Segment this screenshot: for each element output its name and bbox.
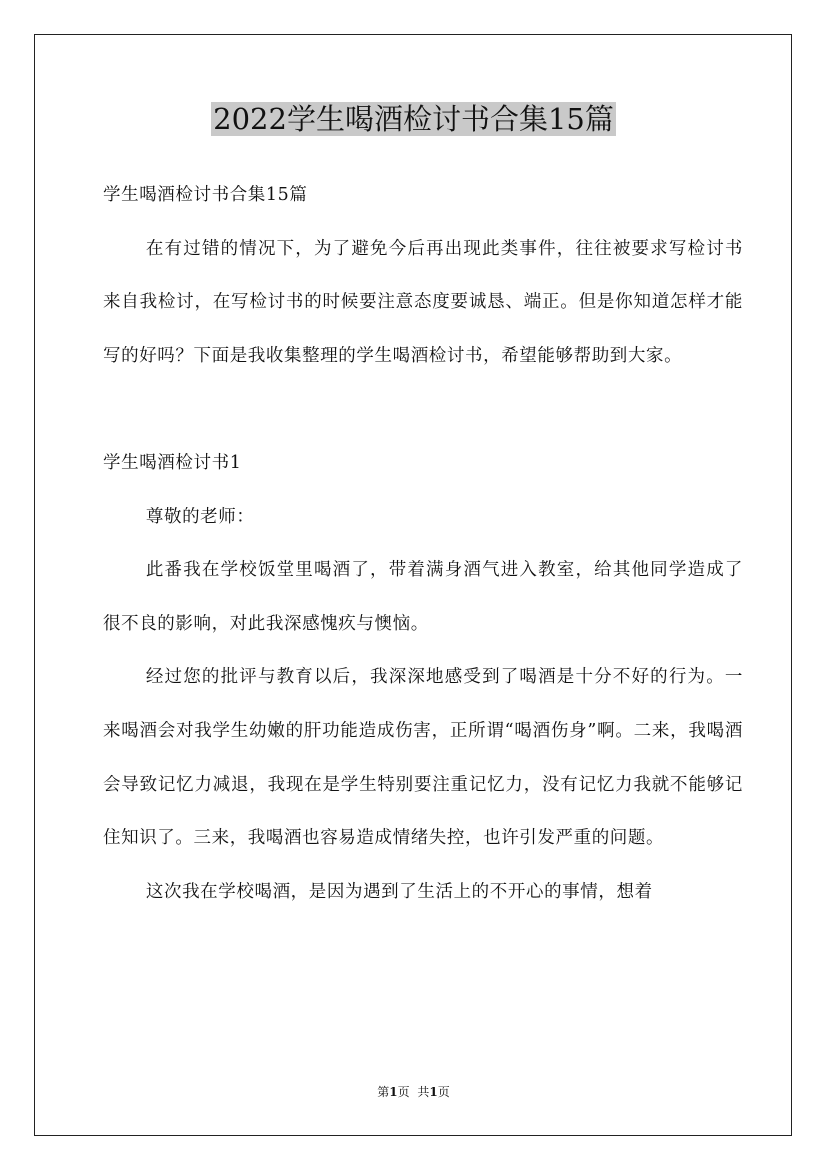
section-heading: 学生喝酒检讨书1 (103, 452, 242, 473)
body-paragraph-1: 此番我在学校饭堂里喝酒了，带着满身酒气进入教室，给其他同学造成了很不良的影响，对此我深感愧疚与懊恼。 (103, 560, 743, 634)
document-title-text: 2022学生喝酒检讨书合集15篇 (213, 102, 614, 136)
document-body (103, 169, 743, 919)
total-prefix: 共 (417, 1085, 430, 1099)
intro-paragraph: 在有过错的情况下，为了避免今后再出现此类事件，往往被要求写检讨书来自我检讨，在写检讨书的时候要注意态度要诚恳、端正。但是你知道怎样才能写的好吗？下面是我收集整理的学生喝酒检讨书，希望能够帮助到大家。 (103, 238, 743, 366)
page-prefix: 第 (377, 1085, 390, 1099)
section-spacer (103, 383, 743, 437)
page-number: 1 (389, 1085, 398, 1099)
document-subtitle: 学生喝酒检讨书合集15篇 (103, 185, 308, 205)
total-suffix: 页 (437, 1085, 450, 1099)
page-footer (0, 1082, 827, 1102)
total-number: 1 (429, 1085, 438, 1099)
page-suffix: 页 (397, 1085, 410, 1099)
body-paragraph-3: 这次我在学校喝酒，是因为遇到了生活上的不开心的事情，想着 (145, 881, 653, 902)
document-title (0, 97, 827, 141)
body-paragraph-2: 经过您的批评与教育以后，我深深地感受到了喝酒是十分不好的行为。一来喝酒会对我学生幼嫩的肝功能造成伤害，正所谓“喝酒伤身”啊。二来，我喝酒会导致记忆力减退，我现在是学生特别要注重记忆力，没有记忆力我就不能够记住知识了。三来，我喝酒也容易造成情绪失控，也许引发严重的问题。 (103, 667, 743, 849)
salutation: 尊敬的老师： (145, 506, 255, 527)
